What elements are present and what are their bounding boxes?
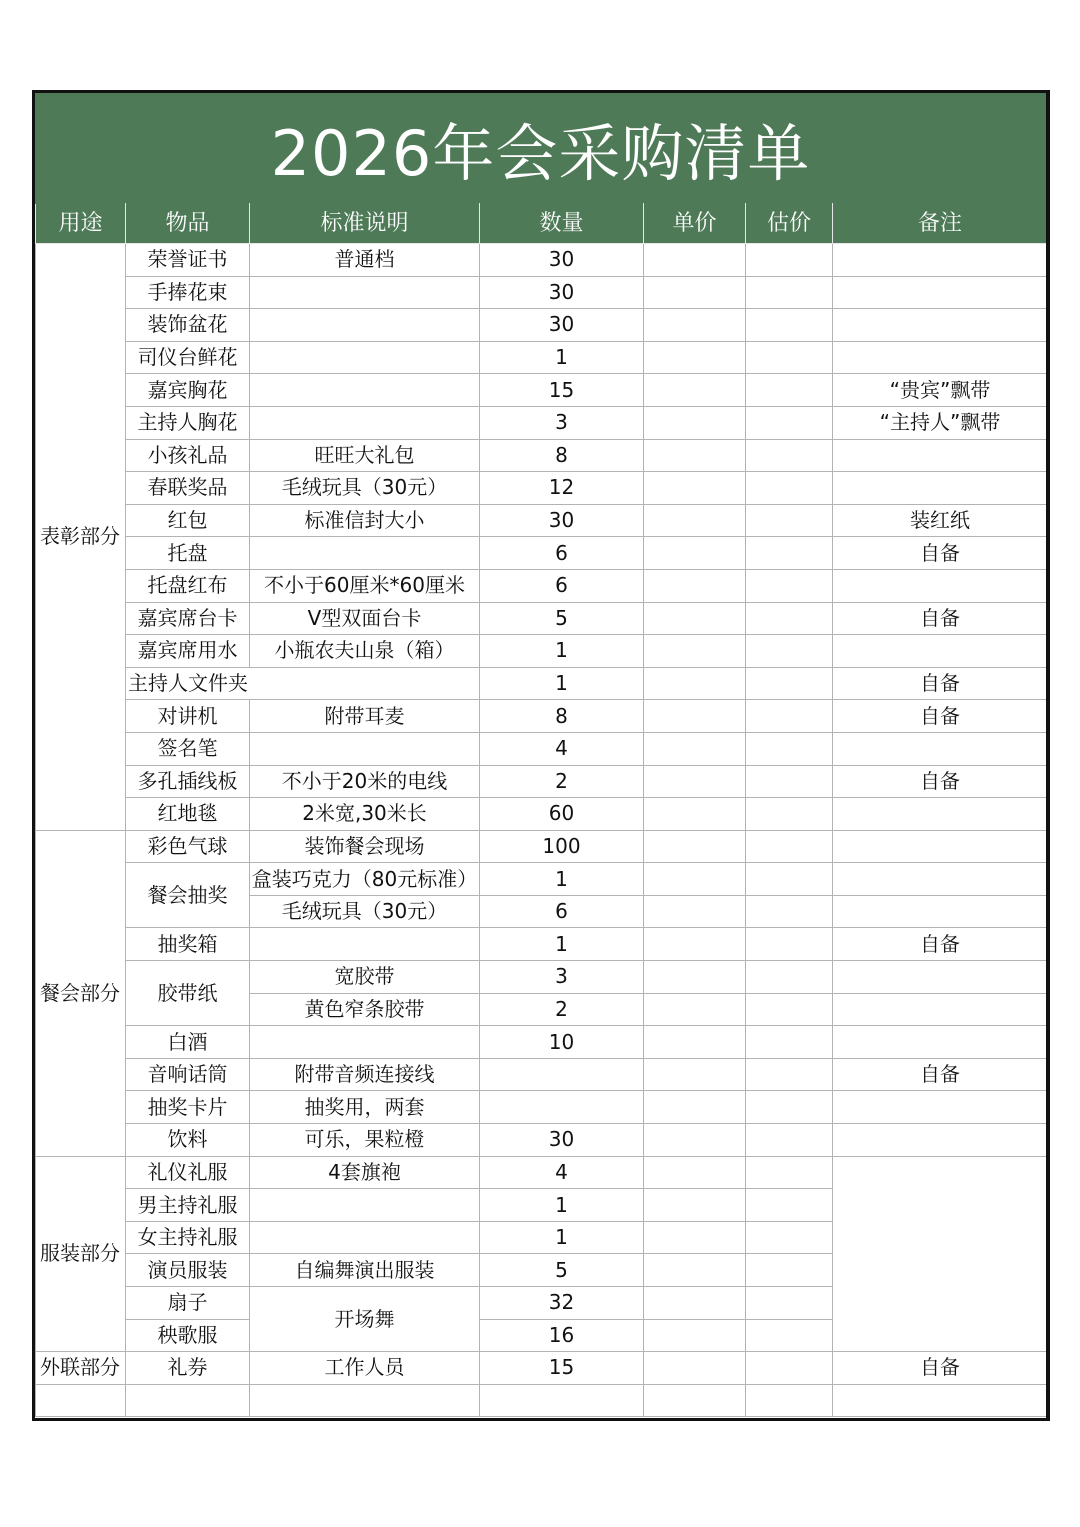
- spec-cell[interactable]: 宽胶带: [250, 961, 480, 994]
- item-cell[interactable]: 扇子: [126, 1287, 250, 1320]
- qty-cell[interactable]: 30: [480, 244, 644, 277]
- table-row: [36, 830, 1048, 863]
- item-cell[interactable]: 托盘: [126, 537, 250, 570]
- table-row: [36, 472, 1048, 505]
- table-row: [36, 602, 1048, 635]
- spec-cell[interactable]: 可乐，果粒橙: [250, 1124, 480, 1157]
- note-cell[interactable]: 自备: [833, 1058, 1048, 1091]
- qty-cell[interactable]: 3: [480, 961, 644, 994]
- note-cell[interactable]: [833, 635, 1048, 668]
- table-row: [36, 1156, 1048, 1189]
- spec-cell[interactable]: 开场舞: [250, 1287, 480, 1352]
- table-row: [36, 504, 1048, 537]
- spec-cell[interactable]: [250, 309, 480, 342]
- price-cell[interactable]: [644, 244, 746, 277]
- price-cell[interactable]: [644, 1352, 746, 1385]
- price-cell[interactable]: [644, 830, 746, 863]
- item-cell[interactable]: 秧歌服: [126, 1319, 250, 1352]
- price-cell[interactable]: [644, 537, 746, 570]
- estimate-cell[interactable]: [746, 472, 833, 505]
- estimate-cell[interactable]: [746, 1254, 833, 1287]
- estimate-cell[interactable]: [746, 667, 833, 700]
- note-cell[interactable]: [833, 1026, 1048, 1059]
- estimate-cell[interactable]: [746, 1384, 833, 1417]
- estimate-cell[interactable]: [746, 798, 833, 831]
- note-cell[interactable]: 装红纸: [833, 504, 1048, 537]
- estimate-cell[interactable]: [746, 732, 833, 765]
- spec-cell[interactable]: [250, 928, 480, 961]
- qty-cell[interactable]: 1: [480, 667, 644, 700]
- table-row: [36, 1352, 1048, 1385]
- qty-cell[interactable]: 1: [480, 341, 644, 374]
- col-header-item: 物品: [126, 204, 250, 244]
- table-row: [36, 309, 1048, 342]
- col-header-qty: 数量: [480, 204, 644, 244]
- spec-cell[interactable]: 小瓶农夫山泉（箱）: [250, 635, 480, 668]
- spec-cell[interactable]: [250, 374, 480, 407]
- spec-cell[interactable]: [250, 537, 480, 570]
- qty-cell[interactable]: 15: [480, 374, 644, 407]
- item-cell[interactable]: 礼券: [126, 1352, 250, 1385]
- spec-cell[interactable]: 2米宽,30米长: [250, 798, 480, 831]
- qty-cell[interactable]: 2: [480, 993, 644, 1026]
- price-cell[interactable]: [644, 635, 746, 668]
- table-row: [36, 537, 1048, 570]
- price-cell[interactable]: [644, 765, 746, 798]
- qty-cell[interactable]: [480, 1384, 644, 1417]
- qty-cell[interactable]: 6: [480, 569, 644, 602]
- price-cell[interactable]: [644, 667, 746, 700]
- spec-cell[interactable]: 4套旗袍: [250, 1156, 480, 1189]
- item-cell[interactable]: 托盘红布: [126, 569, 250, 602]
- table-row: [36, 765, 1048, 798]
- price-cell[interactable]: [644, 374, 746, 407]
- qty-cell[interactable]: 30: [480, 309, 644, 342]
- estimate-cell[interactable]: [746, 635, 833, 668]
- price-cell[interactable]: [644, 406, 746, 439]
- qty-cell[interactable]: 5: [480, 1254, 644, 1287]
- table-row: [36, 863, 1048, 896]
- item-cell[interactable]: 春联奖品: [126, 472, 250, 505]
- qty-cell[interactable]: 2: [480, 765, 644, 798]
- note-cell[interactable]: “贵宾”飘带: [833, 374, 1048, 407]
- item-cell[interactable]: 小孩礼品: [126, 439, 250, 472]
- item-cell[interactable]: 嘉宾席用水: [126, 635, 250, 668]
- estimate-cell[interactable]: [746, 602, 833, 635]
- note-cell[interactable]: 自备: [833, 602, 1048, 635]
- estimate-cell[interactable]: [746, 1124, 833, 1157]
- qty-cell[interactable]: 8: [480, 439, 644, 472]
- spec-cell[interactable]: [250, 406, 480, 439]
- spec-cell[interactable]: 抽奖用，两套: [250, 1091, 480, 1124]
- estimate-cell[interactable]: [746, 961, 833, 994]
- estimate-cell[interactable]: [746, 895, 833, 928]
- item-cell[interactable]: 红包: [126, 504, 250, 537]
- qty-cell[interactable]: 30: [480, 1124, 644, 1157]
- price-cell[interactable]: [644, 1124, 746, 1157]
- spec-cell[interactable]: V型双面台卡: [250, 602, 480, 635]
- note-cell[interactable]: [833, 341, 1048, 374]
- header-row: [36, 204, 1048, 244]
- estimate-cell[interactable]: [746, 1026, 833, 1059]
- table-row: [36, 276, 1048, 309]
- table-row: [36, 798, 1048, 831]
- price-cell[interactable]: [644, 1091, 746, 1124]
- note-cell[interactable]: 自备: [833, 700, 1048, 733]
- qty-cell[interactable]: [480, 1091, 644, 1124]
- price-cell[interactable]: [644, 1156, 746, 1189]
- item-cell[interactable]: [126, 1384, 250, 1417]
- item-cell[interactable]: 对讲机: [126, 700, 250, 733]
- estimate-cell[interactable]: [746, 569, 833, 602]
- spec-cell[interactable]: [250, 276, 480, 309]
- usage-cell[interactable]: [36, 1384, 126, 1417]
- price-cell[interactable]: [644, 732, 746, 765]
- qty-cell[interactable]: 1: [480, 1189, 644, 1222]
- price-cell[interactable]: [644, 863, 746, 896]
- qty-cell[interactable]: [480, 1058, 644, 1091]
- qty-cell[interactable]: 3: [480, 406, 644, 439]
- note-cell[interactable]: [833, 993, 1048, 1026]
- table-row: [36, 961, 1048, 994]
- estimate-cell[interactable]: [746, 1156, 833, 1189]
- note-cell[interactable]: [833, 276, 1048, 309]
- spec-cell[interactable]: 附带音频连接线: [250, 1058, 480, 1091]
- note-cell[interactable]: 自备: [833, 537, 1048, 570]
- table-row: [36, 406, 1048, 439]
- table-row: [36, 1058, 1048, 1091]
- price-cell[interactable]: [644, 1287, 746, 1320]
- item-cell[interactable]: 白酒: [126, 1026, 250, 1059]
- price-cell[interactable]: [644, 1221, 746, 1254]
- purchase-table: [35, 203, 1048, 1417]
- item-cell[interactable]: 签名笔: [126, 732, 250, 765]
- spec-cell[interactable]: 不小于60厘米*60厘米: [250, 569, 480, 602]
- qty-cell[interactable]: 60: [480, 798, 644, 831]
- estimate-cell[interactable]: [746, 928, 833, 961]
- note-cell[interactable]: [833, 961, 1048, 994]
- note-cell[interactable]: [833, 309, 1048, 342]
- table-row: [36, 244, 1048, 277]
- estimate-cell[interactable]: [746, 406, 833, 439]
- table-row: [36, 1124, 1048, 1157]
- estimate-cell[interactable]: [746, 1221, 833, 1254]
- price-cell[interactable]: [644, 309, 746, 342]
- spec-cell[interactable]: 旺旺大礼包: [250, 439, 480, 472]
- table-row: [36, 1026, 1048, 1059]
- qty-cell[interactable]: 32: [480, 1287, 644, 1320]
- qty-cell[interactable]: 15: [480, 1352, 644, 1385]
- spec-cell[interactable]: [250, 341, 480, 374]
- group-costume: 服装部分: [36, 1156, 126, 1352]
- spec-cell[interactable]: 装饰餐会现场: [250, 830, 480, 863]
- item-cell[interactable]: 手捧花束: [126, 276, 250, 309]
- qty-cell[interactable]: 30: [480, 276, 644, 309]
- estimate-cell[interactable]: [746, 1189, 833, 1222]
- table-row: [36, 341, 1048, 374]
- item-cell[interactable]: 红地毯: [126, 798, 250, 831]
- price-cell[interactable]: [644, 1189, 746, 1222]
- note-cell[interactable]: [833, 439, 1048, 472]
- estimate-cell[interactable]: [746, 993, 833, 1026]
- qty-cell[interactable]: 12: [480, 472, 644, 505]
- col-header-estimate: 估价: [746, 204, 833, 244]
- note-cell[interactable]: [833, 863, 1048, 896]
- item-cell[interactable]: 男主持礼服: [126, 1189, 250, 1222]
- qty-cell[interactable]: 1: [480, 863, 644, 896]
- spec-cell[interactable]: [250, 1189, 480, 1222]
- price-cell[interactable]: [644, 1254, 746, 1287]
- spec-cell[interactable]: 黄色窄条胶带: [250, 993, 480, 1026]
- table-row: [36, 635, 1048, 668]
- price-cell[interactable]: [644, 928, 746, 961]
- group-external: 外联部分: [36, 1352, 126, 1385]
- item-cell[interactable]: 多孔插线板: [126, 765, 250, 798]
- estimate-cell[interactable]: [746, 309, 833, 342]
- item-cell[interactable]: 嘉宾胸花: [126, 374, 250, 407]
- item-cell[interactable]: 彩色气球: [126, 830, 250, 863]
- spec-cell[interactable]: 标准信封大小: [250, 504, 480, 537]
- table-row: [36, 732, 1048, 765]
- price-cell[interactable]: [644, 1384, 746, 1417]
- group-award: 表彰部分: [36, 244, 126, 831]
- qty-cell[interactable]: 10: [480, 1026, 644, 1059]
- price-cell[interactable]: [644, 602, 746, 635]
- price-cell[interactable]: [644, 993, 746, 1026]
- qty-cell[interactable]: 1: [480, 1221, 644, 1254]
- col-header-unit-price: 单价: [644, 204, 746, 244]
- qty-cell[interactable]: 5: [480, 602, 644, 635]
- note-cell[interactable]: 自备: [833, 1352, 1048, 1385]
- purchase-sheet: [32, 90, 1050, 1421]
- item-cell[interactable]: 饮料: [126, 1124, 250, 1157]
- table-row: [36, 1091, 1048, 1124]
- item-cell[interactable]: 司仪台鲜花: [126, 341, 250, 374]
- note-cell[interactable]: [833, 472, 1048, 505]
- item-cell[interactable]: 主持人文件夹: [126, 667, 480, 700]
- qty-cell[interactable]: 8: [480, 700, 644, 733]
- col-header-note: 备注: [833, 204, 1048, 244]
- price-cell[interactable]: [644, 472, 746, 505]
- estimate-cell[interactable]: [746, 276, 833, 309]
- note-cell[interactable]: “主持人”飘带: [833, 406, 1048, 439]
- item-cell[interactable]: 音响话筒: [126, 1058, 250, 1091]
- item-cell[interactable]: 主持人胸花: [126, 406, 250, 439]
- table-row: [36, 374, 1048, 407]
- price-cell[interactable]: [644, 1026, 746, 1059]
- spec-cell[interactable]: 附带耳麦: [250, 700, 480, 733]
- price-cell[interactable]: [644, 341, 746, 374]
- item-cell[interactable]: 抽奖卡片: [126, 1091, 250, 1124]
- spec-cell[interactable]: [250, 1221, 480, 1254]
- price-cell[interactable]: [644, 798, 746, 831]
- estimate-cell[interactable]: [746, 374, 833, 407]
- estimate-cell[interactable]: [746, 244, 833, 277]
- note-cell[interactable]: 自备: [833, 667, 1048, 700]
- price-cell[interactable]: [644, 1319, 746, 1352]
- qty-cell[interactable]: 4: [480, 732, 644, 765]
- estimate-cell[interactable]: [746, 1287, 833, 1320]
- estimate-cell[interactable]: [746, 1058, 833, 1091]
- note-cell[interactable]: [833, 830, 1048, 863]
- estimate-cell[interactable]: [746, 830, 833, 863]
- spec-cell[interactable]: [250, 1026, 480, 1059]
- estimate-cell[interactable]: [746, 439, 833, 472]
- item-cell[interactable]: 餐会抽奖: [126, 863, 250, 928]
- estimate-cell[interactable]: [746, 863, 833, 896]
- spec-cell[interactable]: 盒装巧克力（80元标准）: [250, 863, 480, 896]
- price-cell[interactable]: [644, 569, 746, 602]
- spec-cell[interactable]: 自编舞演出服装: [250, 1254, 480, 1287]
- sheet-title: 2026年会采购清单: [35, 93, 1046, 203]
- qty-cell[interactable]: 6: [480, 895, 644, 928]
- table-row: [36, 569, 1048, 602]
- note-cell[interactable]: [833, 895, 1048, 928]
- price-cell[interactable]: [644, 439, 746, 472]
- note-cell[interactable]: [833, 1091, 1048, 1124]
- note-cell[interactable]: 自备: [833, 928, 1048, 961]
- note-cell[interactable]: [833, 569, 1048, 602]
- item-cell[interactable]: 嘉宾席台卡: [126, 602, 250, 635]
- col-header-spec: 标准说明: [250, 204, 480, 244]
- estimate-cell[interactable]: [746, 1091, 833, 1124]
- estimate-cell[interactable]: [746, 765, 833, 798]
- note-cell[interactable]: 自备: [833, 765, 1048, 798]
- price-cell[interactable]: [644, 700, 746, 733]
- price-cell[interactable]: [644, 504, 746, 537]
- note-cell[interactable]: [833, 798, 1048, 831]
- item-cell[interactable]: 女主持礼服: [126, 1221, 250, 1254]
- item-cell[interactable]: 装饰盆花: [126, 309, 250, 342]
- note-cell[interactable]: [833, 244, 1048, 277]
- spec-cell[interactable]: 工作人员: [250, 1352, 480, 1385]
- table-row: [36, 700, 1048, 733]
- col-header-usage: 用途: [36, 204, 126, 244]
- qty-cell[interactable]: 6: [480, 537, 644, 570]
- table-row: [36, 1384, 1048, 1417]
- estimate-cell[interactable]: [746, 1319, 833, 1352]
- estimate-cell[interactable]: [746, 341, 833, 374]
- item-cell[interactable]: 演员服装: [126, 1254, 250, 1287]
- price-cell[interactable]: [644, 276, 746, 309]
- note-cell[interactable]: [833, 1156, 1048, 1352]
- qty-cell[interactable]: 1: [480, 635, 644, 668]
- estimate-cell[interactable]: [746, 700, 833, 733]
- note-cell[interactable]: [833, 732, 1048, 765]
- qty-cell[interactable]: 16: [480, 1319, 644, 1352]
- item-cell[interactable]: 礼仪礼服: [126, 1156, 250, 1189]
- item-cell[interactable]: 荣誉证书: [126, 244, 250, 277]
- spec-cell[interactable]: 不小于20米的电线: [250, 765, 480, 798]
- estimate-cell[interactable]: [746, 1352, 833, 1385]
- price-cell[interactable]: [644, 961, 746, 994]
- spec-cell[interactable]: [250, 1384, 480, 1417]
- estimate-cell[interactable]: [746, 504, 833, 537]
- qty-cell[interactable]: 1: [480, 928, 644, 961]
- estimate-cell[interactable]: [746, 537, 833, 570]
- note-cell[interactable]: [833, 1124, 1048, 1157]
- qty-cell[interactable]: 4: [480, 1156, 644, 1189]
- item-cell[interactable]: 胶带纸: [126, 961, 250, 1026]
- table-row: [36, 439, 1048, 472]
- item-cell[interactable]: 抽奖箱: [126, 928, 250, 961]
- table-row: [36, 667, 1048, 700]
- table-row: [36, 928, 1048, 961]
- qty-cell[interactable]: 100: [480, 830, 644, 863]
- spec-cell[interactable]: [250, 732, 480, 765]
- spec-cell[interactable]: 毛绒玩具（30元）: [250, 472, 480, 505]
- spec-cell[interactable]: 毛绒玩具（30元）: [250, 895, 480, 928]
- qty-cell[interactable]: 30: [480, 504, 644, 537]
- note-cell[interactable]: [833, 1384, 1048, 1417]
- group-dinner: 餐会部分: [36, 830, 126, 1156]
- spec-cell[interactable]: 普通档: [250, 244, 480, 277]
- price-cell[interactable]: [644, 1058, 746, 1091]
- price-cell[interactable]: [644, 895, 746, 928]
